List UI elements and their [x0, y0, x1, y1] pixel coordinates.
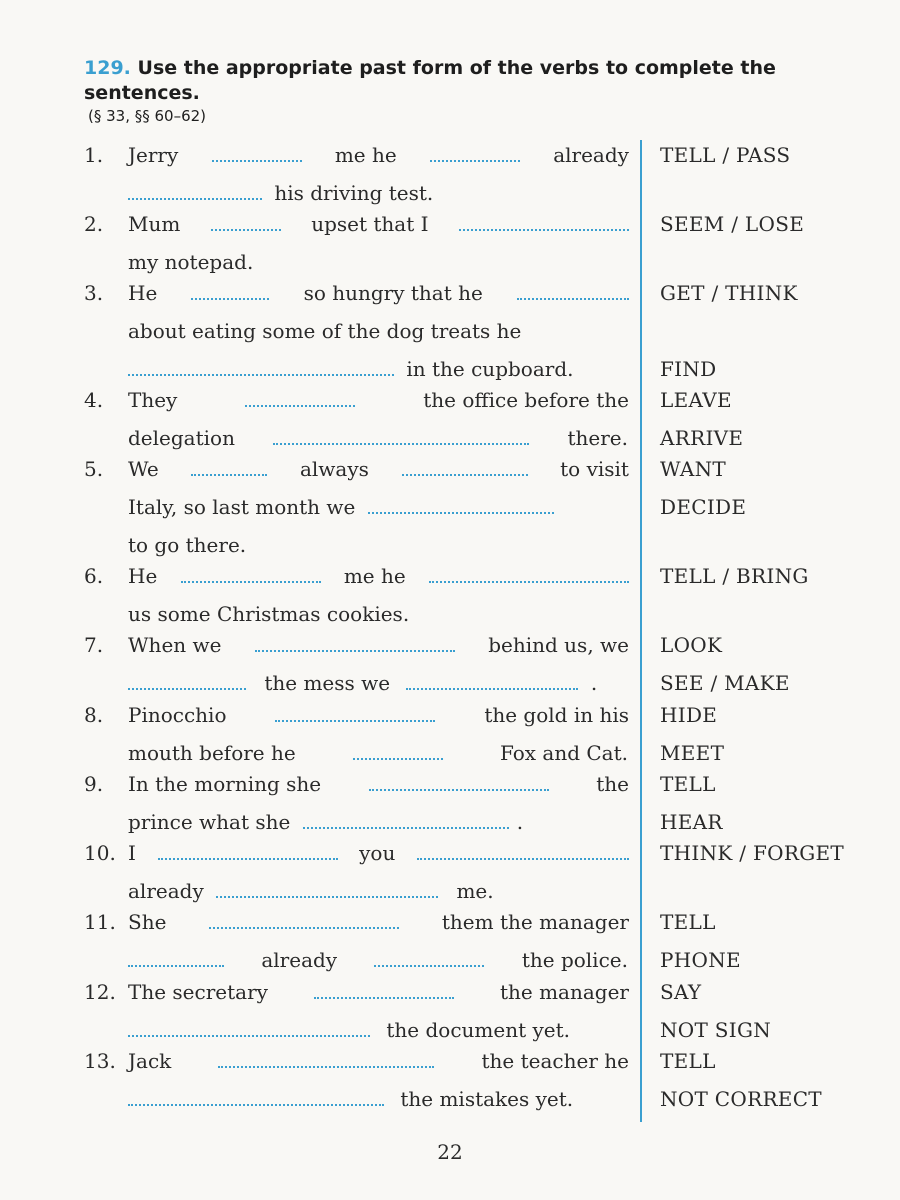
- sentence-13-line-2: [128, 1084, 628, 1114]
- verb-prompt: FIND: [660, 357, 717, 381]
- column-divider: [640, 140, 642, 1122]
- sentence-text: about eating some of the dog treats he: [128, 319, 522, 343]
- sentence-8-line-2: [128, 738, 628, 768]
- verb-prompt: TELL / PASS: [660, 143, 791, 167]
- sentence-number: 2.: [84, 212, 104, 236]
- answer-blank[interactable]: [273, 431, 529, 445]
- sentence-text: already: [261, 948, 338, 972]
- sentence-number: 13.: [84, 1049, 116, 1073]
- sentence-text: We: [128, 457, 159, 481]
- sentence-text: Mum: [128, 212, 181, 236]
- verb-prompt: TELL: [660, 910, 716, 934]
- sentence-13-line-1: [84, 1046, 629, 1076]
- sentence-12-line-2: [128, 1015, 628, 1045]
- verb-prompt: TELL: [660, 1049, 716, 1073]
- sentence-text: Jerry: [128, 143, 179, 167]
- sentence-text: behind us, we: [488, 633, 629, 657]
- sentence-text: Jack: [128, 1049, 172, 1073]
- answer-blank[interactable]: [245, 393, 355, 407]
- sentence-number: 4.: [84, 388, 104, 412]
- sentence-text: upset that I: [311, 212, 429, 236]
- answer-blank[interactable]: [128, 953, 224, 967]
- sentence-text: .: [516, 810, 524, 834]
- answer-blank[interactable]: [191, 462, 267, 476]
- answer-blank[interactable]: [128, 1092, 384, 1106]
- sentence-number: 5.: [84, 457, 104, 481]
- verb-prompt: LOOK: [660, 633, 723, 657]
- sentence-text: They: [128, 388, 178, 412]
- page-number: 22: [437, 1140, 463, 1164]
- sentence-number: 9.: [84, 772, 104, 796]
- answer-blank[interactable]: [128, 362, 394, 376]
- sentence-9-line-1: [84, 769, 629, 799]
- verb-prompt: GET / THINK: [660, 281, 798, 305]
- sentence-number: 7.: [84, 633, 104, 657]
- sentence-5-line-3: [128, 530, 628, 560]
- sentence-11-line-2: [128, 945, 628, 975]
- sentence-text: The secretary: [128, 980, 268, 1004]
- sentence-text: the police.: [521, 948, 628, 972]
- sentence-number: 11.: [84, 910, 116, 934]
- verb-prompt: HEAR: [660, 810, 723, 834]
- sentence-text: She: [128, 910, 167, 934]
- sentence-text: to visit: [560, 457, 629, 481]
- sentence-3-line-2: [128, 316, 628, 346]
- answer-blank[interactable]: [374, 953, 484, 967]
- sentence-text: the gold in his: [484, 703, 629, 727]
- verb-prompt: SEEM / LOSE: [660, 212, 805, 236]
- sentence-text: Pinocchio: [128, 703, 227, 727]
- sentence-text: Fox and Cat.: [499, 741, 628, 765]
- sentence-number: 3.: [84, 281, 104, 305]
- sentence-10-line-1: [84, 838, 629, 868]
- answer-blank[interactable]: [459, 217, 629, 231]
- sentence-number: 1.: [84, 143, 104, 167]
- sentence-text: me.: [456, 879, 494, 903]
- sentence-4-line-1: [84, 385, 629, 415]
- sentence-number: 6.: [84, 564, 104, 588]
- exercise-number: 129.: [84, 57, 131, 79]
- sentence-1-line-2: [128, 178, 628, 208]
- verb-prompt: ARRIVE: [660, 426, 744, 450]
- sentence-11-line-1: [84, 907, 629, 937]
- answer-blank[interactable]: [303, 815, 509, 829]
- sentence-text: In the morning she: [128, 772, 322, 796]
- answer-blank[interactable]: [218, 1054, 434, 1068]
- sentence-text: his driving test.: [274, 181, 434, 205]
- sentence-5-line-2: [128, 492, 628, 522]
- answer-blank[interactable]: [128, 1023, 370, 1037]
- answer-blank[interactable]: [212, 148, 302, 162]
- grammar-reference: (§ 33, §§ 60–62): [88, 107, 207, 125]
- answer-blank[interactable]: [369, 777, 549, 791]
- sentence-text: already: [128, 879, 204, 903]
- answer-blank[interactable]: [211, 217, 281, 231]
- sentence-6-line-1: [84, 561, 629, 591]
- sentence-3-line-3: [128, 354, 628, 384]
- sentence-2-line-1: [84, 209, 629, 239]
- exercise-title: [84, 56, 884, 106]
- answer-blank[interactable]: [430, 148, 520, 162]
- answer-blank[interactable]: [275, 708, 435, 722]
- exercise-instruction: Use the appropriate past form of the verbs to complete the sentences.: [84, 57, 776, 104]
- sentence-4-line-2: [128, 423, 628, 453]
- sentence-text: my notepad.: [128, 250, 254, 274]
- sentence-9-line-2: [128, 807, 628, 837]
- sentence-7-line-2: [128, 668, 628, 698]
- sentence-text: them the manager: [441, 910, 629, 934]
- verb-prompt: WANT: [660, 457, 727, 481]
- answer-blank[interactable]: [517, 286, 629, 300]
- answer-blank[interactable]: [191, 286, 269, 300]
- verb-prompt: DECIDE: [660, 495, 747, 519]
- sentence-text: the mess we: [264, 671, 391, 695]
- sentence-text: me he: [343, 564, 406, 588]
- answer-blank[interactable]: [368, 500, 554, 514]
- sentence-text: delegation: [128, 426, 235, 450]
- sentence-text: in the cupboard.: [406, 357, 574, 381]
- answer-blank[interactable]: [353, 746, 443, 760]
- verb-prompt: TELL: [660, 772, 716, 796]
- sentence-number: 10.: [84, 841, 116, 865]
- sentence-text: He: [128, 281, 158, 305]
- answer-blank[interactable]: [158, 846, 338, 860]
- verb-prompt: PHONE: [660, 948, 741, 972]
- sentence-1-line-1: [84, 140, 629, 170]
- sentence-text: He: [128, 564, 158, 588]
- sentence-5-line-1: [84, 454, 629, 484]
- answer-blank[interactable]: [181, 569, 321, 583]
- verb-prompt: NOT CORRECT: [660, 1087, 822, 1111]
- verb-prompt: SEE / MAKE: [660, 671, 790, 695]
- sentence-text: always: [299, 457, 369, 481]
- sentence-text: I: [128, 841, 136, 865]
- sentence-text: already: [553, 143, 629, 167]
- verb-prompt: MEET: [660, 741, 725, 765]
- sentence-text: When we: [128, 633, 222, 657]
- sentence-text: prince what she: [128, 810, 291, 834]
- sentence-text: mouth before he: [128, 741, 296, 765]
- sentence-7-line-1: [84, 630, 629, 660]
- sentence-text: there.: [567, 426, 628, 450]
- answer-blank[interactable]: [402, 462, 528, 476]
- answer-blank[interactable]: [209, 915, 399, 929]
- verb-prompt: THINK / FORGET: [660, 841, 845, 865]
- sentence-text: .: [590, 671, 598, 695]
- sentence-8-line-1: [84, 700, 629, 730]
- verb-prompt: HIDE: [660, 703, 718, 727]
- sentence-text: the document yet.: [386, 1018, 571, 1042]
- sentence-text: the manager: [499, 980, 629, 1004]
- exercise-header: [84, 56, 884, 126]
- verb-prompt: LEAVE: [660, 388, 732, 412]
- sentence-text: Italy, so last month we: [128, 495, 356, 519]
- sentence-text: the office before the: [423, 388, 629, 412]
- verb-prompt: SAY: [660, 980, 702, 1004]
- sentence-3-line-1: [84, 278, 629, 308]
- sentence-number: 8.: [84, 703, 104, 727]
- answer-blank[interactable]: [429, 569, 629, 583]
- sentence-text: to go there.: [128, 533, 247, 557]
- sentence-text: so hungry that he: [303, 281, 483, 305]
- answer-blank[interactable]: [417, 846, 629, 860]
- sentence-number: 12.: [84, 980, 116, 1004]
- sentence-10-line-2: [128, 876, 628, 906]
- sentence-12-line-1: [84, 977, 629, 1007]
- answer-blank[interactable]: [128, 186, 262, 200]
- answer-blank[interactable]: [255, 638, 455, 652]
- sentence-text: the: [596, 772, 629, 796]
- verb-prompt: NOT SIGN: [660, 1018, 772, 1042]
- answer-blank[interactable]: [406, 676, 578, 690]
- sentence-text: the teacher he: [481, 1049, 629, 1073]
- sentence-text: us some Christmas cookies.: [128, 602, 410, 626]
- answer-blank[interactable]: [314, 985, 454, 999]
- sentence-text: the mistakes yet.: [400, 1087, 574, 1111]
- sentence-2-line-2: [128, 247, 628, 277]
- answer-blank[interactable]: [216, 884, 438, 898]
- answer-blank[interactable]: [128, 676, 246, 690]
- sentence-6-line-2: [128, 599, 628, 629]
- verb-prompt: TELL / BRING: [660, 564, 809, 588]
- sentence-text: you: [359, 841, 396, 865]
- sentence-text: me he: [334, 143, 397, 167]
